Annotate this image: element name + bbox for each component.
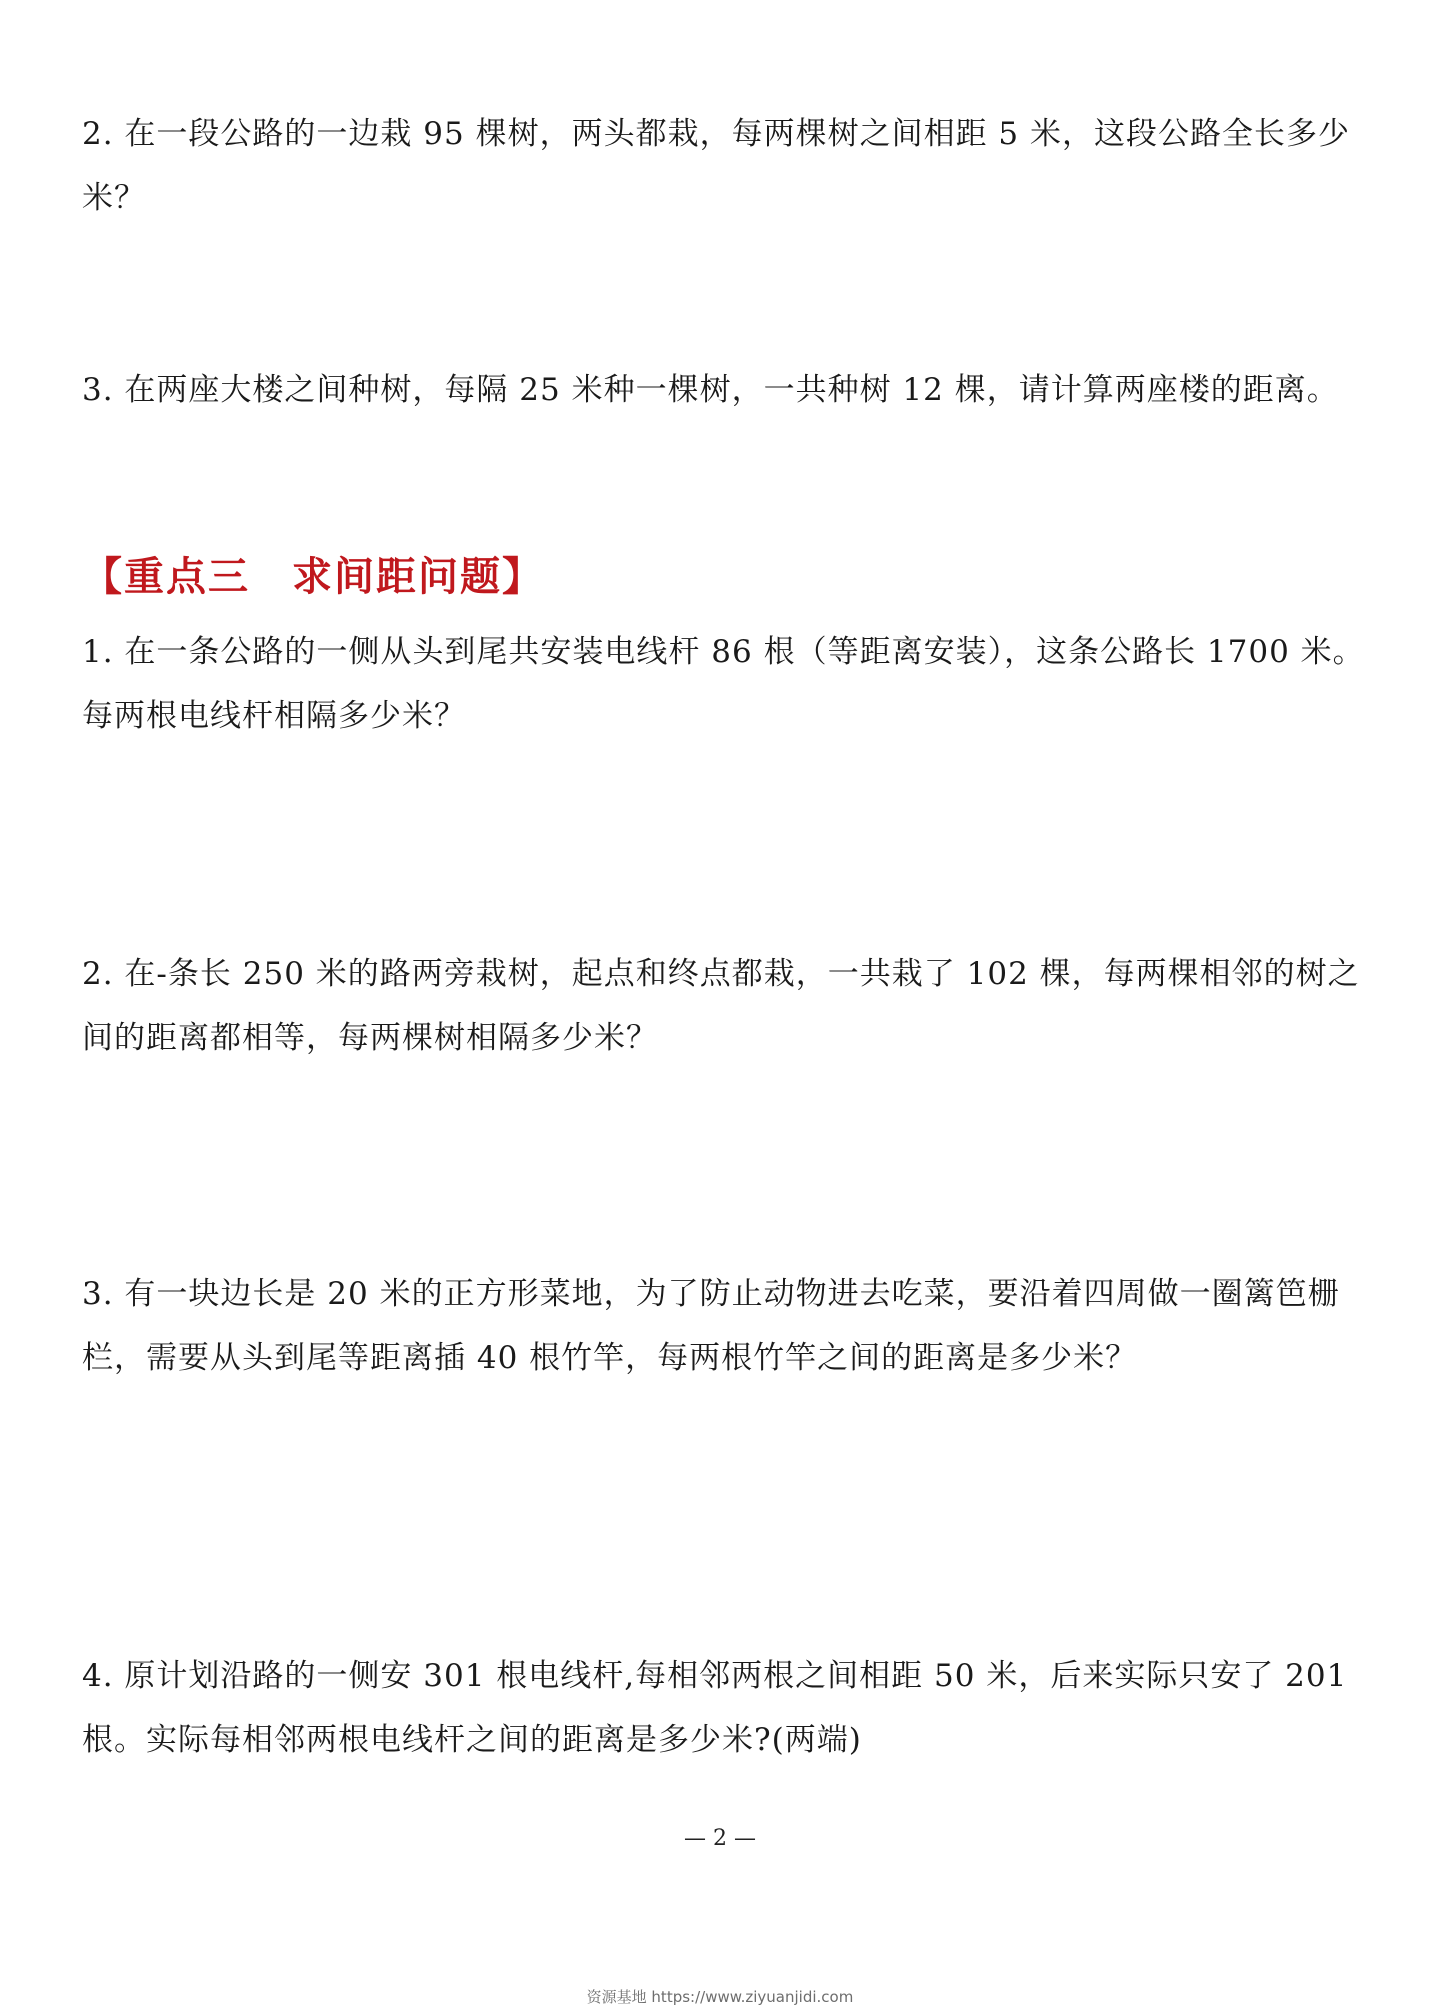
question-1: 1. 在一条公路的一侧从头到尾共安装电线杆 86 根（等距离安装），这条公路长 1700 米。每两根电线杆相隔多少米？: [82, 634, 1365, 734]
question-2: 2. 在-条长 250 米的路两旁栽树，起点和终点都栽，一共栽了 102 棵，每两棵相邻的树之间的距离都相等，每两棵树相隔多少米？: [82, 956, 1360, 1056]
page-number: — 2 —: [684, 1826, 756, 1851]
question-prev-3: 3. 在两座大楼之间种树，每隔 25 米种一棵树，一共种树 12 棵，请计算两座楼的距离。: [82, 372, 1339, 408]
watermark: 资源基地 https://www.ziyuanjidi.com: [586, 1988, 854, 2006]
section-title: 【重点三 求间距问题】: [82, 554, 544, 600]
question-prev-2: 2. 在一段公路的一边栽 95 棵树，两头都栽，每两棵树之间相距 5 米，这段公路全长多少米？: [82, 116, 1351, 216]
question-4: 4. 原计划沿路的一侧安 301 根电线杆,每相邻两根之间相距 50 米，后来实际只安了 201 根。实际每相邻两根电线杆之间的距离是多少米?(两端): [82, 1658, 1348, 1758]
question-3: 3. 有一块边长是 20 米的正方形菜地，为了防止动物进去吃菜，要沿着四周做一圈篱笆栅栏，需要从头到尾等距离插 40 根竹竿，每两根竹竿之间的距离是多少米？: [82, 1276, 1340, 1376]
